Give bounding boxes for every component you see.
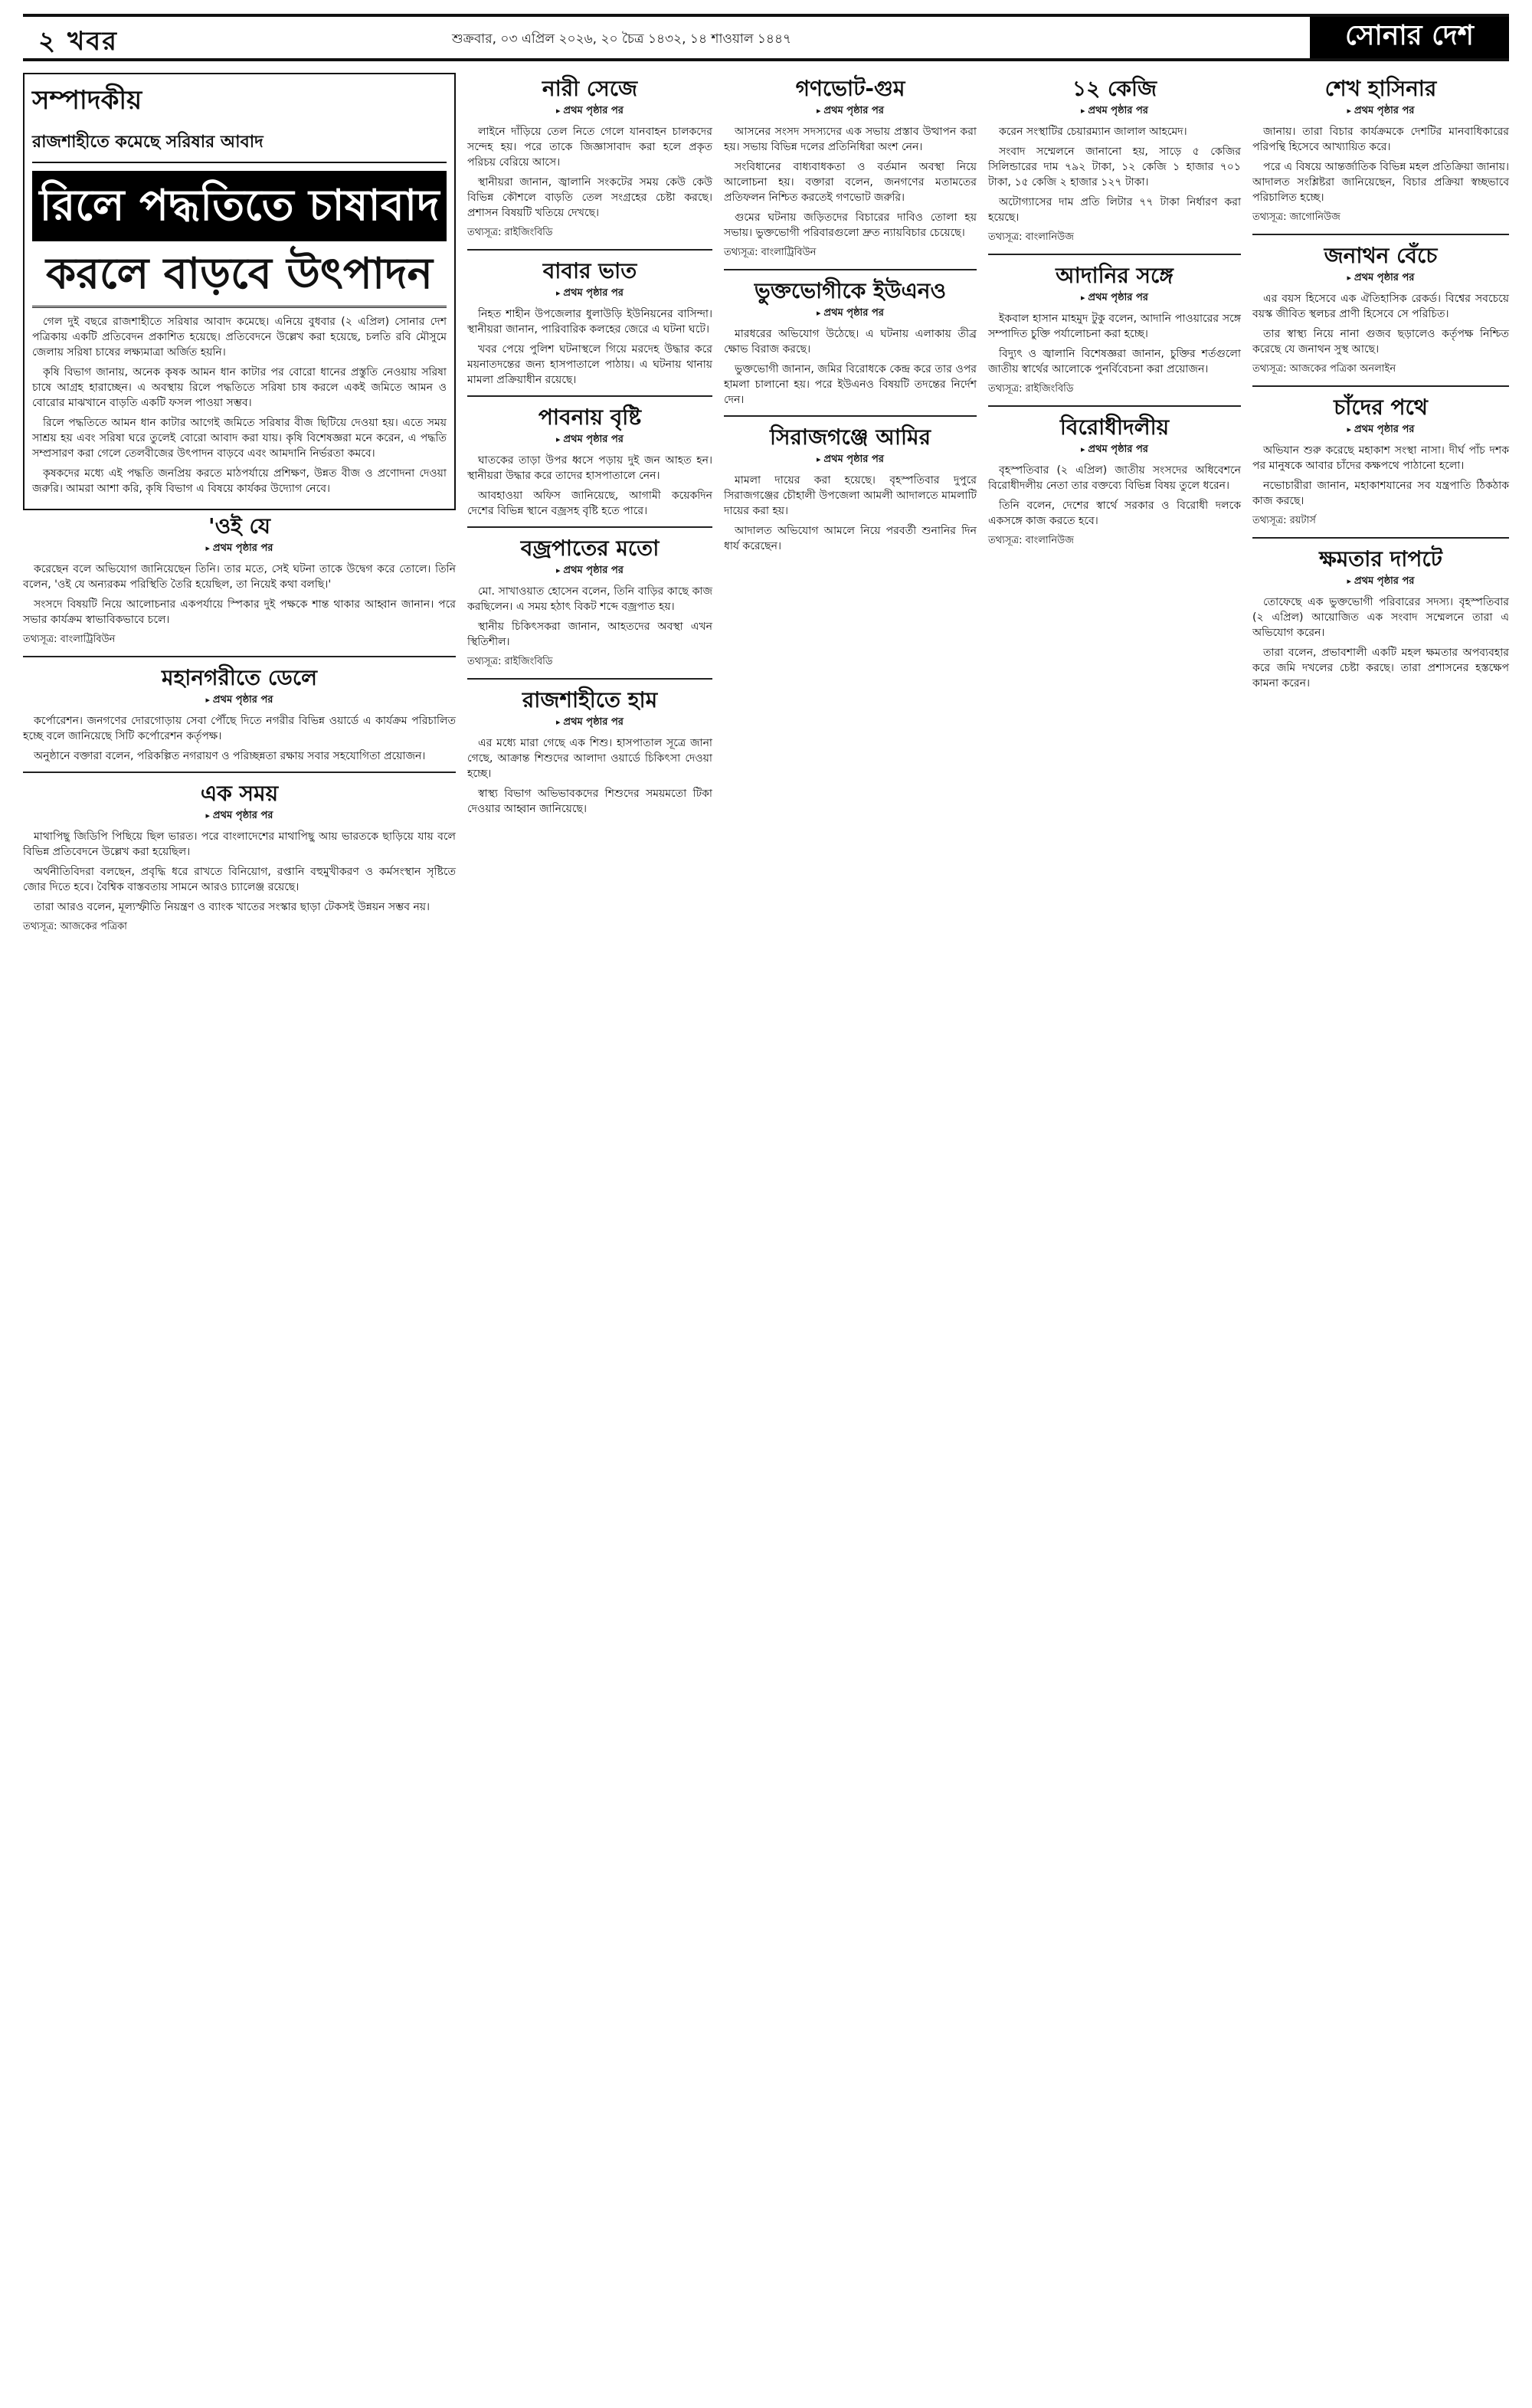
- divider: [724, 269, 977, 270]
- masthead-top-rule: [23, 14, 1509, 17]
- article-source: তথ্যসূত্র: জাগোনিউজ: [1252, 211, 1340, 223]
- continuation-kicker: ▸ প্রথম পৃষ্ঠার পর: [467, 715, 712, 731]
- article-paragraph: ভুক্তভোগী জানান, জমির বিরোধকে কেন্দ্র করে তার ওপর হামলা চালানো হয়। পরে ইউএনও বিষয়টি তদন্তের নির্দেশ দেন।: [724, 363, 977, 406]
- article-source: তথ্যসূত্র: রাইজিংবিডি: [467, 656, 553, 667]
- continuation-kicker: ▸ প্রথম পৃষ্ঠার পর: [988, 442, 1241, 458]
- divider: [23, 656, 456, 657]
- article-paragraph: অর্থনীতিবিদরা বলছেন, প্রবৃদ্ধি ধরে রাখতে বিনিয়োগ, রপ্তানি বহুমুখীকরণ ও কর্মসংস্থান সৃষ্টিতে জোর দিতে হবে। বৈশ্বিক বাস্তবতায় সামনে আরও চ্যালেঞ্জ রয়েছে।: [23, 866, 456, 893]
- editorial-paragraph: গেল দুই বছরে রাজশাহীতে সরিষার আবাদ কমেছে। এনিয়ে বুধবার (২ এপ্রিল) সোনার দেশ পত্রিকায় একটি প্রতিবেদন প্রকাশিত হয়েছে। প্রতিবেদনে উল্লেখ করা হয়েছে, চলতি রবি মৌসুমে জেলায় সরিষা চাষের লক্ষ্যমাত্রা অর্জিত হয়নি।: [32, 316, 447, 359]
- article-source: তথ্যসূত্র: রয়টার্স: [1252, 515, 1316, 526]
- editorial-headline-1: রিলে পদ্ধতিতে চাষাবাদ: [32, 171, 447, 241]
- editorial-box: [23, 73, 456, 510]
- article-paragraph: পরে এ বিষয়ে আন্তর্জাতিক বিভিন্ন মহল প্রতিক্রিয়া জানায়। আদালত সংশ্লিষ্টরা জানিয়েছেন, বিচার প্রক্রিয়া স্বচ্ছভাবে পরিচালিত হচ্ছে।: [1252, 161, 1509, 204]
- article-paragraph: তারা আরও বলেন, মূল্যস্ফীতি নিয়ন্ত্রণ ও ব্যাংক খাতের সংস্কার ছাড়া টেকসই উন্নয়ন সম্ভব নয়।: [34, 901, 430, 913]
- article-source: তথ্যসূত্র: আজকের পত্রিকা: [23, 921, 127, 932]
- divider: [467, 249, 712, 251]
- article-paragraph: লাইনে দাঁড়িয়ে তেল নিতে গেলে যানবাহন চালকদের সন্দেহ হয়। পরে তাকে জিজ্ঞাসাবাদ করা হলে প্রকৃত পরিচয় বেরিয়ে আসে।: [467, 126, 712, 169]
- editorial-paragraph: কৃষি বিভাগ জানায়, অনেক কৃষক আমন ধান কাটার পর বোরো ধানের প্রস্তুতি নেওয়ায় সরিষা চাষে আগ্রহ হারাচ্ছেন। এ অবস্থায় রিলে পদ্ধতিতে সরিষা চাষ করলে একই জমিতে আমন ও বোরোর মাঝখানে বাড়তি একটি ফসল পাওয়া সম্ভব।: [32, 366, 447, 409]
- divider: [1252, 385, 1509, 387]
- article-paragraph: স্থানীয়রা জানান, জ্বালানি সংকটের সময় কেউ কেউ বিভিন্ন কৌশলে বাড়তি তেল সংগ্রহের চেষ্টা করছে। প্রশাসন বিষয়টি খতিয়ে দেখছে।: [467, 176, 712, 219]
- article-headline: 'ওই যে: [208, 513, 270, 539]
- article-paragraph: অনুষ্ঠানে বক্তারা বলেন, পরিকল্পিত নগরায়ণ ও পরিচ্ছন্নতা রক্ষায় সবার সহযোগিতা প্রয়োজন।: [34, 750, 426, 762]
- article-headline: গণভোট-গুম: [795, 76, 905, 101]
- article-paragraph: করেন সংস্থাটির চেয়ারম্যান জালাল আহমেদ।: [999, 126, 1187, 138]
- column-3: [724, 73, 977, 559]
- dateline: শুক্রবার, ০৩ এপ্রিল ২০২৬, ২০ চৈত্র ১৪৩২, ১৪ শাওয়াল ১৪৪৭: [452, 31, 792, 47]
- article-headline: নারী সেজে: [542, 76, 638, 101]
- article-paragraph: এর বয়স হিসেবে এক ঐতিহাসিক রেকর্ড। বিশ্বের সবচেয়ে বয়স্ক জীবিত স্থলচর প্রাণী হিসেবে সে পরিচিত।: [1252, 293, 1509, 320]
- article-source: তথ্যসূত্র: বাংলাট্রিবিউন: [724, 247, 817, 258]
- article-headline: শেখ হাসিনার: [1324, 76, 1437, 101]
- article-paragraph: তিনি বলেন, দেশের স্বার্থে সরকার ও বিরোধী দলকে একসঙ্গে কাজ করতে হবে।: [988, 500, 1241, 527]
- continuation-kicker: ▸ প্রথম পৃষ্ঠার পর: [467, 432, 712, 448]
- editorial-label: সম্পাদকীয়: [32, 85, 142, 116]
- article-paragraph: করেছেন বলে অভিযোগ জানিয়েছেন তিনি। তার মতে, সেই ঘটনা তাকে উদ্বেগ করে তোলে। তিনি বলেন, 'ওই যে অন্যরকম পরিস্থিতি তৈরি হয়েছিল, তা নিয়েই কথা বলছি।': [23, 563, 456, 591]
- article-paragraph: বিদ্যুৎ ও জ্বালানি বিশেষজ্ঞরা জানান, চুক্তির শর্তগুলো জাতীয় স্বার্থের আলোকে পুনর্বিবেচনা করা প্রয়োজন।: [988, 348, 1241, 375]
- continuation-kicker: ▸ প্রথম পৃষ্ঠার পর: [467, 103, 712, 120]
- article-paragraph: ঘাতকের তাড়া উপর ধ্বসে পড়ায় দুই জন আহত হন। স্থানীয়রা উদ্ধার করে তাদের হাসপাতালে নেন।: [467, 454, 712, 482]
- divider: [467, 526, 712, 528]
- article-headline: জনাথন বেঁচে: [1324, 243, 1438, 268]
- divider: [23, 772, 456, 773]
- article-paragraph: অটোগ্যাসের দাম প্রতি লিটার ৭৭ টাকা নির্ধারণ করা হয়েছে।: [988, 196, 1241, 224]
- editorial-subtitle: রাজশাহীতে কমেছে সরিষার আবাদ: [32, 129, 447, 163]
- divider: [467, 678, 712, 680]
- divider: [988, 405, 1241, 407]
- continuation-kicker: ▸ প্রথম পৃষ্ঠার পর: [724, 452, 977, 468]
- article-headline: ১২ কেজি: [1072, 76, 1157, 101]
- article-source: তথ্যসূত্র: রাইজিংবিডি: [467, 227, 553, 238]
- divider: [1252, 234, 1509, 235]
- newspaper-logo: সোনার দেশ: [1310, 17, 1509, 58]
- article-paragraph: স্বাস্থ্য বিভাগ অভিভাবকদের শিশুদের সময়মতো টিকা দেওয়ার আহ্বান জানিয়েছে।: [467, 788, 712, 815]
- article-paragraph: বৃহস্পতিবার (২ এপ্রিল) জাতীয় সংসদের অধিবেশনে বিরোধীদলীয় নেতা তার বক্তব্যে বিভিন্ন বিষয় তুলে ধরেন।: [988, 464, 1241, 492]
- article-paragraph: ইকবাল হাসান মাহমুদ টুকু বলেন, আদানি পাওয়ারের সঙ্গে সম্পাদিত চুক্তি পর্যালোচনা করা হচ্ছে।: [988, 313, 1241, 340]
- article-paragraph: তোফেছে এক ভুক্তভোগী পরিবারের সদস্য। বৃহস্পতিবার (২ এপ্রিল) আয়োজিত এক সংবাদ সম্মেলনে তারা এ অভিযোগ করেন।: [1252, 596, 1509, 639]
- divider: [1252, 537, 1509, 539]
- divider: [724, 415, 977, 417]
- article-headline: চাঁদের পথে: [1334, 395, 1428, 420]
- divider: [467, 395, 712, 397]
- continuation-kicker: ▸ প্রথম পৃষ্ঠার পর: [23, 808, 456, 824]
- column-1: [23, 73, 456, 940]
- article-paragraph: আবহাওয়া অফিস জানিয়েছে, আগামী কয়েকদিন দেশের বিভিন্ন স্থানে বজ্রসহ বৃষ্টি হতে পারে।: [467, 490, 712, 517]
- article-paragraph: আসনের সংসদ সদস্যদের এক সভায় প্রস্তাব উত্থাপন করা হয়। সভায় বিভিন্ন দলের প্রতিনিধিরা অংশ নেন।: [724, 126, 977, 153]
- article-paragraph: আদালত অভিযোগ আমলে নিয়ে পরবর্তী শুনানির দিন ধার্য করেছেন।: [724, 525, 977, 552]
- article-paragraph: মাথাপিছু জিডিপি পিছিয়ে ছিল ভারত। পরে বাংলাদেশের মাথাপিছু আয় ভারতকে ছাড়িয়ে যায় বলে বিভিন্ন প্রতিবেদনে উল্লেখ করা হয়েছিল।: [23, 831, 456, 858]
- article-headline: বজ্রপাতের মতো: [520, 536, 660, 561]
- article-paragraph: তারা বলেন, প্রভাবশালী একটি মহল ক্ষমতার অপব্যবহার করে জমি দখলের চেষ্টা করছে। তারা প্রশাসনের হস্তক্ষেপ কামনা করেন।: [1252, 647, 1509, 690]
- article-paragraph: খবর পেয়ে পুলিশ ঘটনাস্থলে গিয়ে মরদেহ উদ্ধার করে ময়নাতদন্তের জন্য হাসপাতালে পাঠায়। এ ঘটনায় থানায় মামলা প্রক্রিয়াধীন রয়েছে।: [467, 343, 712, 386]
- continuation-kicker: ▸ প্রথম পৃষ্ঠার পর: [988, 103, 1241, 120]
- masthead-bottom-rule: [23, 58, 1509, 61]
- article-headline: বিরোধীদলীয়: [1059, 414, 1170, 440]
- article-headline: পাবনায় বৃষ্টি: [538, 405, 642, 430]
- page-label: ২ খবর: [38, 26, 118, 57]
- article-source: তথ্যসূত্র: বাংলানিউজ: [988, 231, 1074, 243]
- article-headline: রাজশাহীতে হাম: [522, 687, 658, 713]
- column-2: [467, 73, 712, 821]
- continuation-kicker: ▸ প্রথম পৃষ্ঠার পর: [467, 286, 712, 302]
- article-paragraph: তার স্বাস্থ্য নিয়ে নানা গুজব ছড়ালেও কর্তৃপক্ষ নিশ্চিত করেছে যে জনাথন সুস্থ আছে।: [1252, 328, 1509, 355]
- article-source: তথ্যসূত্র: রাইজিংবিডি: [988, 383, 1074, 395]
- article-source: তথ্যসূত্র: আজকের পত্রিকা অনলাইন: [1252, 363, 1396, 375]
- editorial-headline-2: করলে বাড়বে উৎপাদন: [32, 249, 447, 308]
- article-paragraph: মারধরের অভিযোগ উঠেছে। এ ঘটনায় এলাকায় তীব্র ক্ষোভ বিরাজ করছে।: [724, 328, 977, 355]
- article-paragraph: মো. সাখাওয়াত হোসেন বলেন, তিনি বাড়ির কাছে কাজ করছিলেন। এ সময় হঠাৎ বিকট শব্দে বজ্রপাত হয়।: [467, 585, 712, 613]
- continuation-kicker: ▸ প্রথম পৃষ্ঠার পর: [23, 541, 456, 557]
- article-paragraph: মামলা দায়ের করা হয়েছে। বৃহস্পতিবার দুপুরে সিরাজগঞ্জের চৌহালী উপজেলা আমলী আদালতে মামলাটি দায়ের করা হয়।: [724, 474, 977, 517]
- article-paragraph: নভোচারীরা জানান, মহাকাশযানের সব যন্ত্রপাতি ঠিকঠাক কাজ করছে।: [1252, 480, 1509, 507]
- article-paragraph: সংবাদ সম্মেলনে জানানো হয়, সাড়ে ৫ কেজির সিলিন্ডারের দাম ৭৯২ টাকা, ১২ কেজি ১ হাজার ৭০১ টাকা, ১৫ কেজি ২ হাজার ১২৭ টাকা।: [988, 146, 1241, 188]
- article-paragraph: জানায়। তারা বিচার কার্যক্রমকে দেশটির মানবাধিকারের পরিপন্থি হিসেবে আখ্যায়িত করে।: [1252, 126, 1509, 153]
- article-paragraph: সংসদে বিষয়টি নিয়ে আলোচনার একপর্যায়ে স্পিকার দুই পক্ষকে শান্ত থাকার আহ্বান জানান। পরে সভার কার্যক্রম স্বাভাবিকভাবে চলে।: [23, 598, 456, 626]
- article-headline: মহানগরীতে ডেলে: [162, 665, 317, 690]
- continuation-kicker: ▸ প্রথম পৃষ্ঠার পর: [1252, 270, 1509, 287]
- divider: [988, 254, 1241, 255]
- continuation-kicker: ▸ প্রথম পৃষ্ঠার পর: [1252, 422, 1509, 438]
- article-headline: ক্ষমতার দাপটে: [1319, 546, 1442, 572]
- article-source: তথ্যসূত্র: বাংলানিউজ: [988, 535, 1074, 546]
- article-source: তথ্যসূত্র: বাংলাট্রিবিউন: [23, 634, 116, 645]
- masthead: [23, 14, 1509, 61]
- continuation-kicker: ▸ প্রথম পৃষ্ঠার পর: [988, 290, 1241, 306]
- column-5: [1252, 73, 1509, 696]
- article-paragraph: নিহত শাহীন উপজেলার ধুলাউড়ি ইউনিয়নের বাসিন্দা। স্থানীয়রা জানান, পারিবারিক কলহের জেরে এ ঘটনা ঘটে।: [467, 308, 712, 336]
- column-4: [988, 73, 1241, 554]
- article-paragraph: গুমের ঘটনায় জড়িতদের বিচারের দাবিও তোলা হয় সভায়। ভুক্তভোগী পরিবারগুলো দ্রুত ন্যায়বিচার চেয়েছে।: [724, 211, 977, 239]
- editorial-paragraph: কৃষকদের মধ্যে এই পদ্ধতি জনপ্রিয় করতে মাঠপর্যায়ে প্রশিক্ষণ, উন্নত বীজ ও প্রণোদনা দেওয়া জরুরি। আমরা আশা করি, কৃষি বিভাগ এ বিষয়ে কার্যকর উদ্যোগ নেবে।: [32, 467, 447, 495]
- continuation-kicker: ▸ প্রথম পৃষ্ঠার পর: [724, 103, 977, 120]
- continuation-kicker: ▸ প্রথম পৃষ্ঠার পর: [1252, 103, 1509, 120]
- article-headline: সিরাজগঞ্জে আমির: [770, 424, 931, 450]
- continuation-kicker: ▸ প্রথম পৃষ্ঠার পর: [1252, 574, 1509, 590]
- article-headline: ভুক্তভোগীকে ইউএনও: [754, 278, 947, 303]
- continuation-kicker: ▸ প্রথম পৃষ্ঠার পর: [467, 563, 712, 579]
- article-headline: আদানির সঙ্গে: [1056, 263, 1174, 288]
- continuation-kicker: ▸ প্রথম পৃষ্ঠার পর: [724, 306, 977, 322]
- continuation-kicker: ▸ প্রথম পৃষ্ঠার পর: [23, 693, 456, 709]
- article-paragraph: অভিযান শুরু করেছে মহাকাশ সংস্থা নাসা। দীর্ঘ পাঁচ দশক পর মানুষকে আবার চাঁদের কক্ষপথে পাঠানো হলো।: [1252, 444, 1509, 472]
- article-paragraph: স্থানীয় চিকিৎসকরা জানান, আহতদের অবস্থা এখন স্থিতিশীল।: [467, 621, 712, 648]
- article-paragraph: কর্পোরেশন। জনগণের দোরগোড়ায় সেবা পৌঁছে দিতে নগরীর বিভিন্ন ওয়ার্ডে এ কার্যক্রম পরিচালিত হচ্ছে বলে জানিয়েছে সিটি কর্পোরেশন কর্তৃপক্ষ।: [23, 715, 456, 742]
- article-headline: এক সময়: [200, 781, 279, 806]
- article-headline: বাবার ভাত: [542, 258, 637, 283]
- article-paragraph: সংবিধানের বাধ্যবাধকতা ও বর্তমান অবস্থা নিয়ে আলোচনা হয়। বক্তারা বলেন, জনগণের মতামতের প্রতিফলন নিশ্চিত করতেই গণভোট জরুরি।: [724, 161, 977, 204]
- editorial-paragraph: রিলে পদ্ধতিতে আমন ধান কাটার আগেই জমিতে সরিষার বীজ ছিটিয়ে দেওয়া হয়। এতে সময় সাশ্রয় হয় এবং সরিষা ঘরে তুলেই বোরো আবাদ করা যায়। কৃষি বিশেষজ্ঞরা মনে করেন, এ পদ্ধতি সম্প্রসারণ করা গেলে তেলবীজের উৎপাদন বাড়বে এবং আমদানি নির্ভরতা কমবে।: [32, 417, 447, 460]
- article-paragraph: এর মধ্যে মারা গেছে এক শিশু। হাসপাতাল সূত্রে জানা গেছে, আক্রান্ত শিশুদের আলাদা ওয়ার্ডে চিকিৎসা দেওয়া হচ্ছে।: [467, 737, 712, 780]
